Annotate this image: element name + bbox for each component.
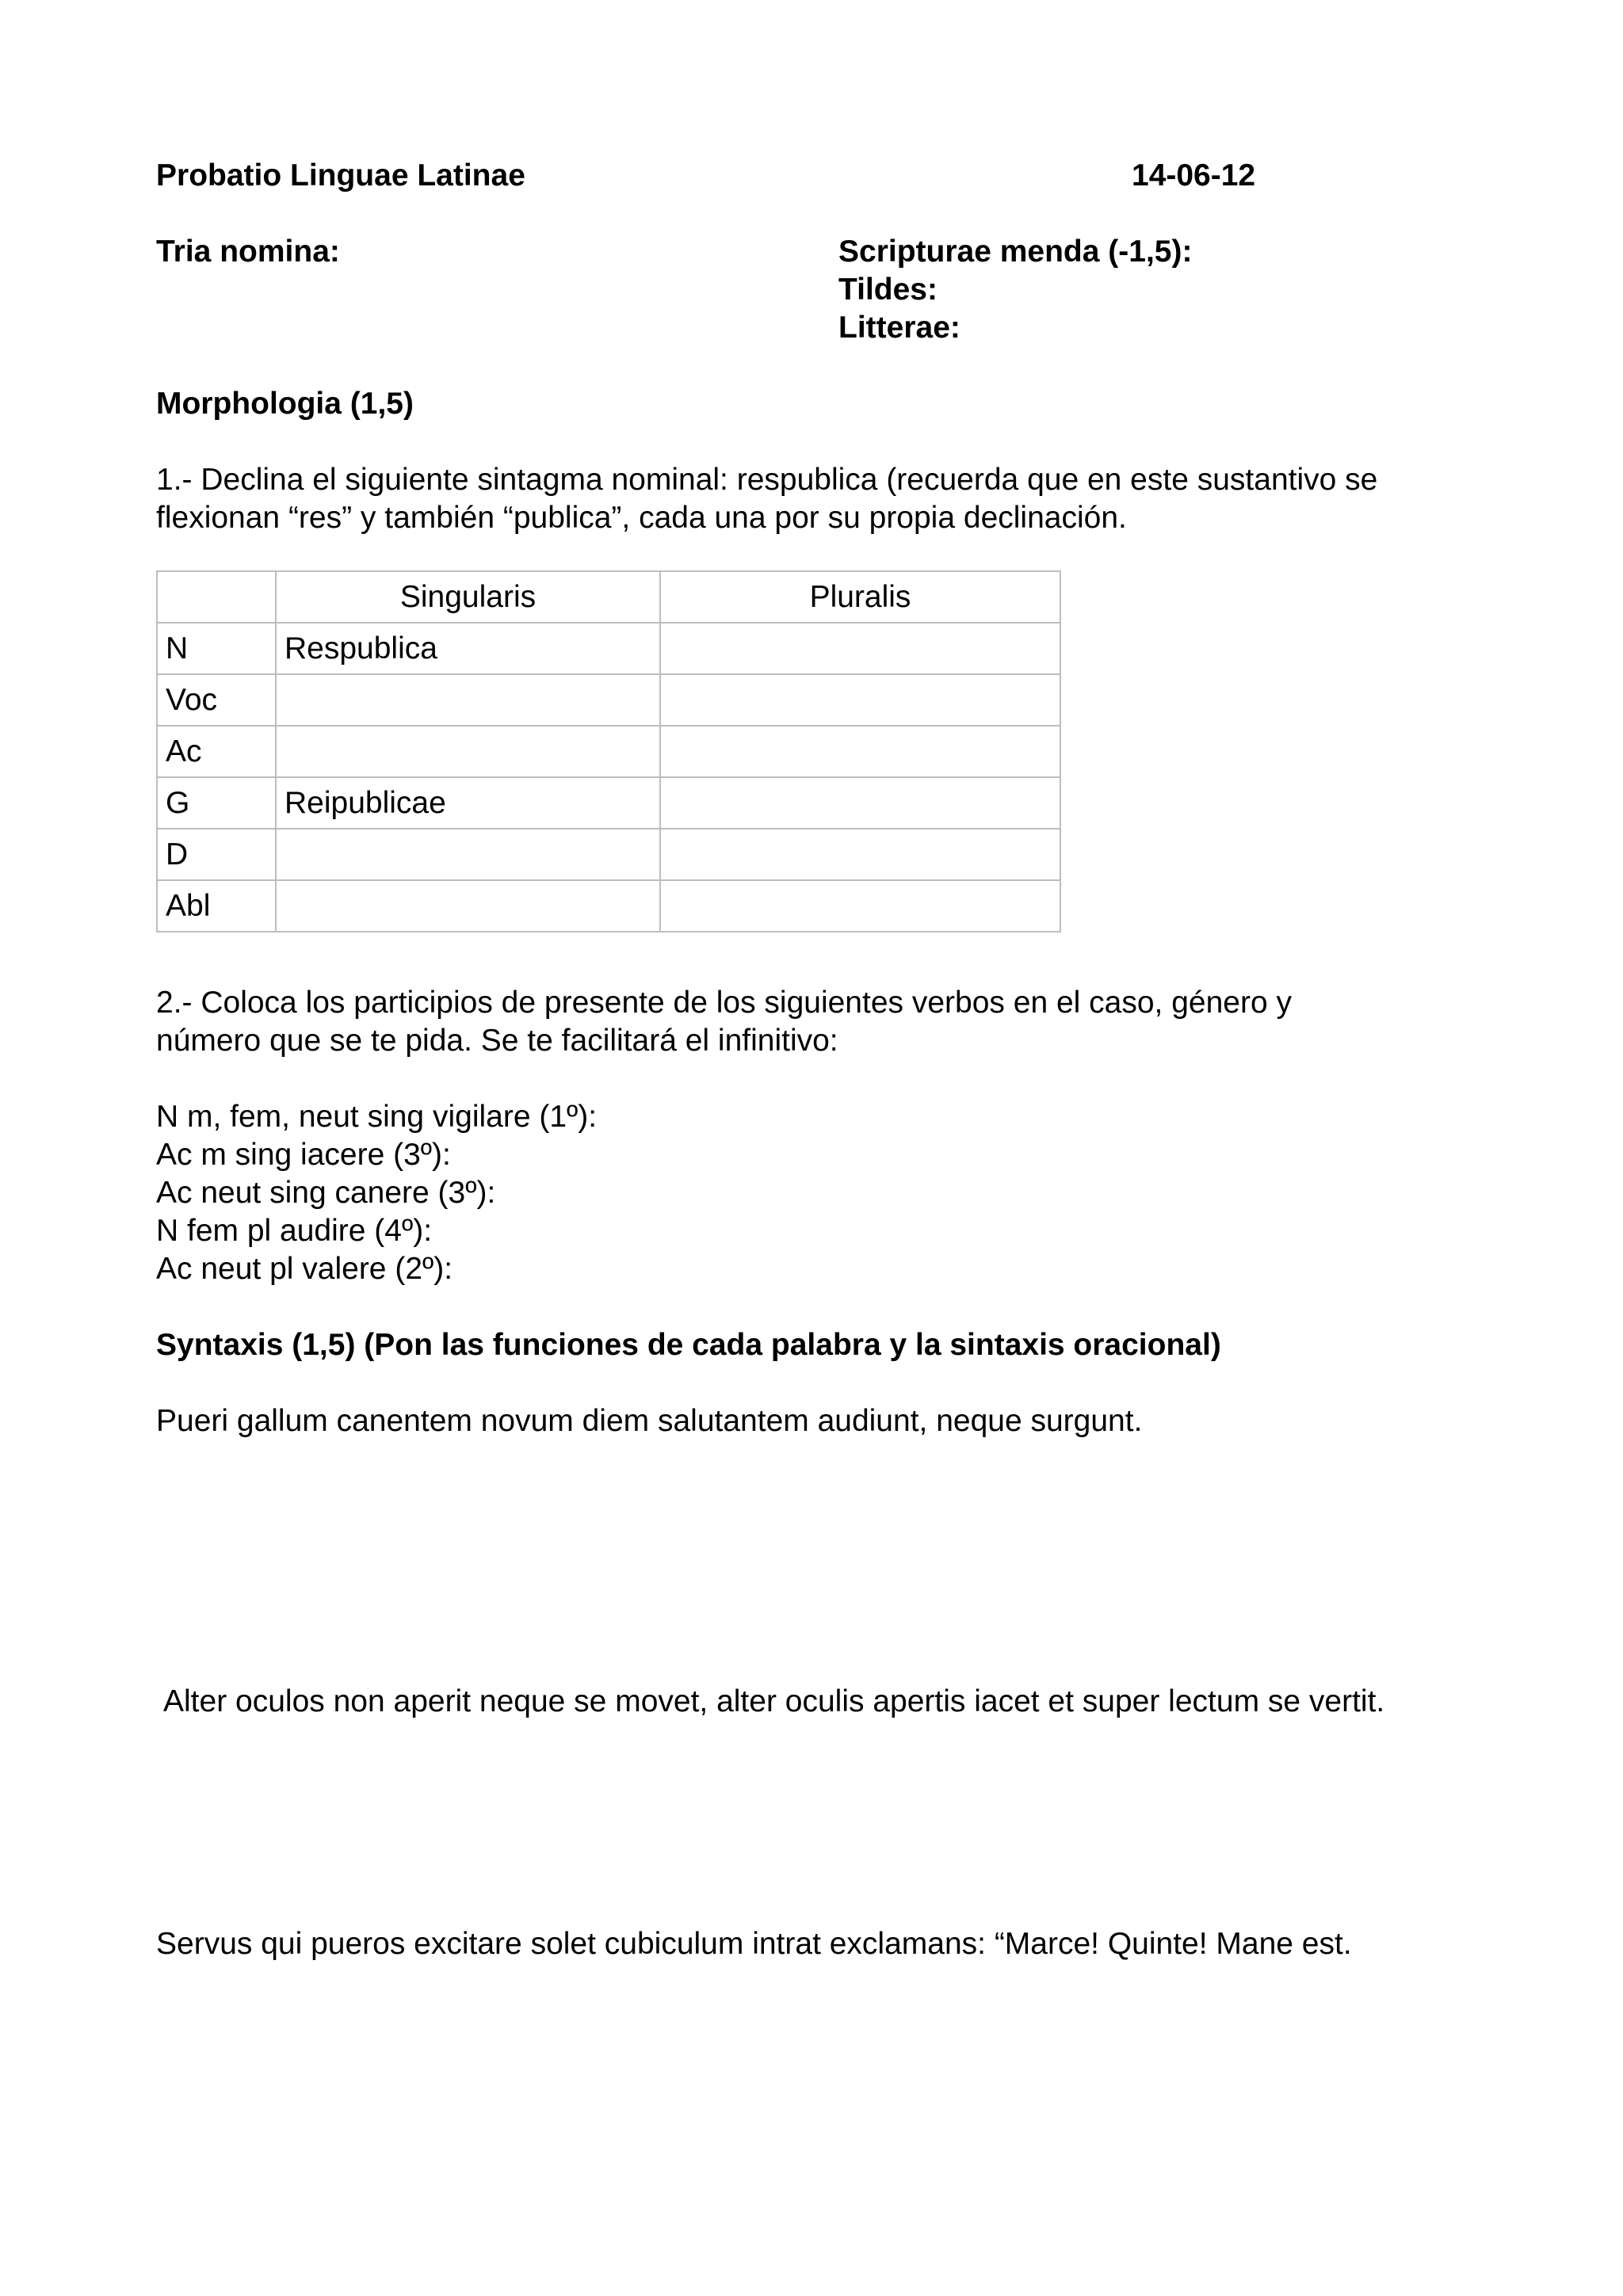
litterae-label: Litterae: [838, 311, 960, 345]
morphology-heading: Morphologia (1,5) [156, 387, 414, 421]
participle-item: Ac neut sing canere (3º): [156, 1176, 496, 1210]
singularis-cell [276, 674, 660, 726]
participle-item: Ac neut pl valere (2º): [156, 1252, 453, 1286]
question-2-line-2: número que se te pida. Se te facilitará el infinitivo: [156, 1024, 838, 1058]
table-header-row [157, 571, 1060, 623]
question-2-line-1: 2.- Coloca los participios de presente de los siguientes verbos en el caso, género y [156, 986, 1292, 1020]
table-row [157, 777, 1060, 829]
declension-table [156, 570, 1061, 933]
singularis-cell: Reipublicae [276, 777, 660, 829]
singularis-cell [276, 726, 660, 777]
singularis-cell [276, 829, 660, 880]
table-row [157, 674, 1060, 726]
tildes-label: Tildes: [838, 273, 938, 307]
table-row [157, 829, 1060, 880]
pluralis-cell [660, 829, 1060, 880]
participle-item: N m, fem, neut sing vigilare (1º): [156, 1100, 598, 1134]
page-title: Probatio Linguae Latinae [156, 158, 525, 193]
table-header-singularis: Singularis [276, 571, 660, 623]
syntax-sentence: Pueri gallum canentem novum diem salutantem audiunt, neque surgunt. [156, 1404, 1143, 1438]
question-1-line-2: flexionan “res” y también “publica”, cada una por su propia declinación. [156, 501, 1127, 535]
participle-item: Ac m sing iacere (3º): [156, 1138, 451, 1172]
syntax-sentence: Alter oculos non aperit neque se movet, alter oculis apertis iacet et super lectum se vertit. [163, 1684, 1385, 1718]
syntax-sentence: Servus qui pueros excitare solet cubiculum intrat exclamans: “Marce! Quinte! Mane est. [156, 1927, 1352, 1961]
question-1-line-1: 1.- Declina el siguiente sintagma nominal: respublica (recuerda que en este sustantivo se [156, 463, 1378, 497]
case-label: D [157, 829, 276, 880]
case-label: N [157, 623, 276, 674]
singularis-cell: Respublica [276, 623, 660, 674]
pluralis-cell [660, 623, 1060, 674]
singularis-cell [276, 880, 660, 932]
table-row [157, 623, 1060, 674]
pluralis-cell [660, 726, 1060, 777]
name-label: Tria nomina: [156, 235, 340, 269]
pluralis-cell [660, 880, 1060, 932]
table-row [157, 726, 1060, 777]
table-header-cell [157, 571, 276, 623]
syntax-heading: Syntaxis (1,5) (Pon las funciones de cada palabra y la sintaxis oracional) [156, 1328, 1221, 1362]
pluralis-cell [660, 674, 1060, 726]
errors-label: Scripturae menda (-1,5): [838, 235, 1193, 269]
table-header-pluralis: Pluralis [660, 571, 1060, 623]
case-label: Abl [157, 880, 276, 932]
case-label: Ac [157, 726, 276, 777]
participle-item: N fem pl audire (4º): [156, 1214, 433, 1248]
table-row [157, 880, 1060, 932]
case-label: Voc [157, 674, 276, 726]
case-label: G [157, 777, 276, 829]
exam-date: 14-06-12 [1132, 158, 1256, 193]
pluralis-cell [660, 777, 1060, 829]
